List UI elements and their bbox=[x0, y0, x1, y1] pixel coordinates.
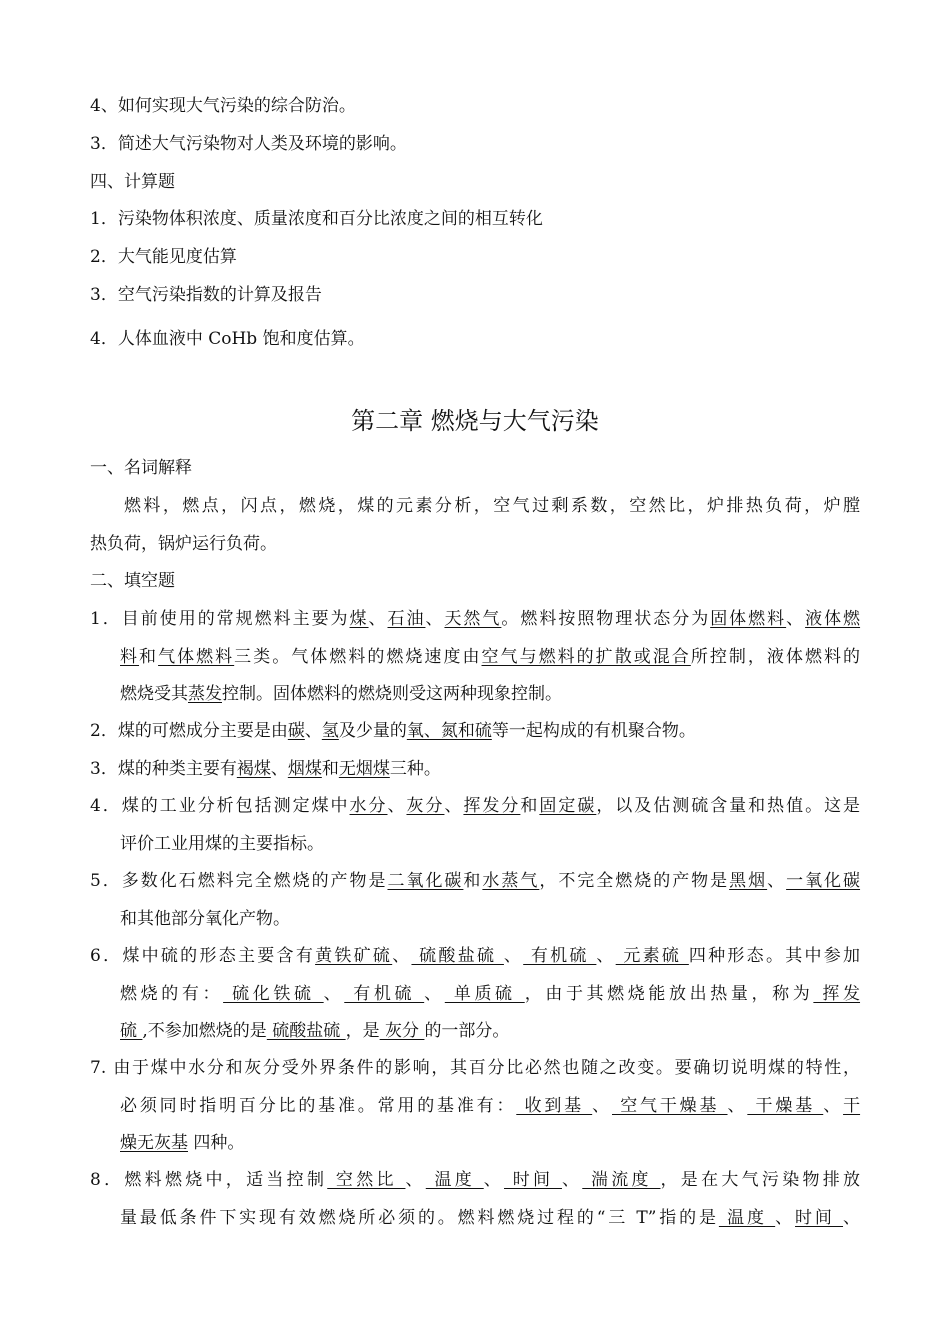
blank-answer: 固定碳 bbox=[539, 796, 597, 816]
blank-answer: 挥发 bbox=[813, 984, 861, 1004]
question-4-line-2: 评价工业用煤的主要指标。 bbox=[120, 834, 324, 854]
blank-answer: 一氧化碳 bbox=[786, 871, 861, 891]
blank-answer: 有机硫 bbox=[523, 946, 597, 966]
question-8-line-2: 量最低条件下实现有效燃烧所必须的。燃料燃烧过程的“三 T”指的是 温度 、时间 、 bbox=[120, 1208, 861, 1228]
blank-answer: 硫酸盐硫 bbox=[411, 946, 504, 966]
question-6-line-2: 燃烧的有： 硫化铁硫 、 有机硫 、 单质硫 ，由于其燃烧能放出热量，称为 挥发 bbox=[120, 984, 861, 1004]
list-item: 4、如何实现大气污染的综合防治。 bbox=[90, 96, 356, 116]
blank-answer: 时间 bbox=[504, 1170, 562, 1190]
list-item: 3．空气污染指数的计算及报告 bbox=[90, 285, 322, 305]
blank-answer: 褐煤 bbox=[236, 759, 271, 779]
question-6-line-3: 硫 ,不参加燃烧的是 硫酸盐硫 ，是 灰分 的一部分。 bbox=[120, 1021, 510, 1041]
question-1-line-1: 1．目前使用的常规燃料主要为煤、石油、天然气。燃料按照物理状态分为固体燃料、液体燃 bbox=[90, 609, 861, 629]
question-8-line-1: 8．燃料燃烧中，适当控制 空然比 、 温度 、 时间 、 湍流度 ，是在大气污染物排放 bbox=[90, 1170, 861, 1190]
section-heading: 四、计算题 bbox=[90, 172, 175, 192]
blank-answer: 温度 bbox=[425, 1170, 484, 1190]
blank-answer: 有机硫 bbox=[344, 984, 425, 1004]
question-7-line-2: 必须同时指明百分比的基准。常用的基准有： 收到基 、 空气干燥基 、 干燥基 、干 bbox=[120, 1096, 861, 1116]
blank-answer: 挥发分 bbox=[463, 796, 521, 816]
question-5-line-2: 和其他部分氧化产物。 bbox=[120, 909, 290, 929]
paragraph: 热负荷，锅炉运行负荷。 bbox=[90, 534, 277, 554]
blank-answer: 元素硫 bbox=[615, 946, 689, 966]
chapter-title: 第二章 燃烧与大气污染 bbox=[351, 407, 599, 435]
blank-answer: 固体燃料 bbox=[710, 609, 787, 629]
blank-answer: 温度 bbox=[718, 1208, 776, 1228]
blank-answer: 时间 bbox=[795, 1208, 844, 1228]
blank-answer: 二氧化碳 bbox=[387, 871, 464, 891]
blank-answer: 无烟煤 bbox=[338, 759, 390, 779]
blank-answer: 天然气 bbox=[444, 609, 502, 629]
blank-answer: 黄铁矿硫 bbox=[315, 946, 393, 966]
blank-answer: 水蒸气 bbox=[482, 871, 540, 891]
blank-answer: 收到基 bbox=[516, 1096, 593, 1116]
blank-answer: 硫 bbox=[120, 1021, 143, 1041]
blank-answer: 空气与燃料的扩散或混合 bbox=[481, 647, 691, 667]
blank-answer: 气体燃料 bbox=[158, 647, 235, 667]
blank-answer: 液体燃 bbox=[805, 609, 861, 629]
question-6-line-1: 6．煤中硫的形态主要含有黄铁矿硫、 硫酸盐硫 、 有机硫 、 元素硫 四种形态。其中参加 bbox=[90, 946, 861, 966]
blank-answer: 灰分 bbox=[379, 1021, 425, 1041]
blank-answer: 料 bbox=[120, 647, 140, 667]
blank-answer: 单质硫 bbox=[444, 984, 525, 1004]
list-item: 3．简述大气污染物对人类及环境的影响。 bbox=[90, 134, 407, 154]
section-heading: 一、名词解释 bbox=[90, 458, 192, 478]
blank-answer: 水分 bbox=[349, 796, 388, 816]
paragraph: 燃料，燃点，闪点，燃烧，煤的元素分析，空气过剩系数，空然比，炉排热负荷，炉膛 bbox=[124, 496, 860, 516]
blank-answer: 氧、氮和硫 bbox=[406, 721, 492, 741]
blank-answer: 干 bbox=[843, 1096, 861, 1116]
list-item: 2．大气能见度估算 bbox=[90, 247, 237, 267]
question-4-line-1: 4．煤的工业分析包括测定煤中水分、灰分、挥发分和固定碳，以及估测硫含量和热值。这是 bbox=[90, 796, 861, 816]
blank-answer: 干燥基 bbox=[747, 1096, 824, 1116]
blank-answer: 烟煤 bbox=[287, 759, 322, 779]
blank-answer: 煤 bbox=[349, 609, 369, 629]
question-1-line-3: 燃烧受其蒸发控制。固体燃料的燃烧则受这两种现象控制。 bbox=[120, 684, 562, 704]
blank-answer: 灰分 bbox=[406, 796, 445, 816]
blank-answer: 黑烟 bbox=[729, 871, 768, 891]
question-7-line-3: 燥无灰基 四种。 bbox=[120, 1133, 245, 1153]
blank-answer: 石油 bbox=[387, 609, 426, 629]
question-7-line-1: 7. 由于煤中水分和灰分受外界条件的影响，其百分比必然也随之改变。要确切说明煤的特性， bbox=[90, 1058, 860, 1078]
blank-answer: 硫酸盐硫 bbox=[266, 1021, 346, 1041]
blank-answer: 硫化铁硫 bbox=[223, 984, 324, 1004]
blank-answer: 空然比 bbox=[327, 1170, 406, 1190]
question-1-line-2: 料和气体燃料三类。气体燃料的燃烧速度由空气与燃料的扩散或混合所控制，液体燃料的 bbox=[120, 647, 861, 667]
blank-answer: 湍流度 bbox=[582, 1170, 661, 1190]
blank-answer: 蒸发 bbox=[188, 684, 222, 704]
question-2: 2．煤的可燃成分主要是由碳、氢及少量的氧、氮和硫等一起构成的有机聚合物。 bbox=[90, 721, 696, 741]
question-3: 3．煤的种类主要有褐煤、烟煤和无烟煤三种。 bbox=[90, 759, 441, 779]
blank-answer: 碳 bbox=[287, 721, 305, 741]
blank-answer: 空气干燥基 bbox=[612, 1096, 728, 1116]
blank-answer: 燥无灰基 bbox=[120, 1133, 188, 1153]
list-item: 4．人体血液中 CoHb 饱和度估算。 bbox=[90, 329, 365, 349]
section-heading: 二、填空题 bbox=[90, 571, 175, 591]
blank-answer: 氢 bbox=[321, 721, 339, 741]
question-5-line-1: 5．多数化石燃料完全燃烧的产物是二氧化碳和水蒸气，不完全燃烧的产物是黑烟、一氧化碳 bbox=[90, 871, 861, 891]
list-item: 1．污染物体积浓度、质量浓度和百分比浓度之间的相互转化 bbox=[90, 209, 543, 229]
